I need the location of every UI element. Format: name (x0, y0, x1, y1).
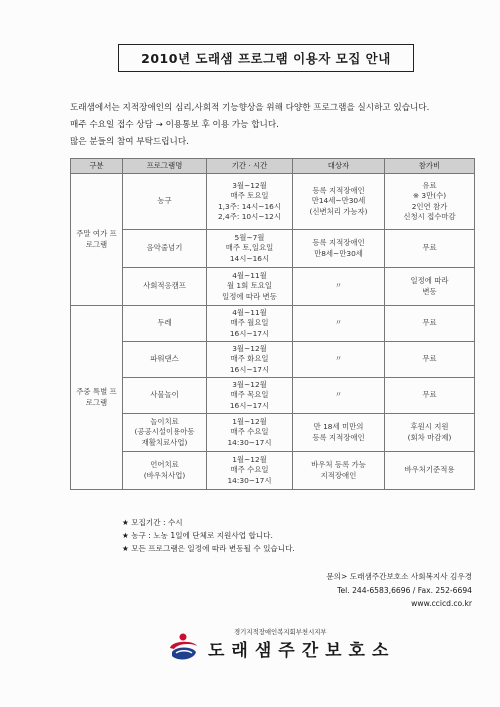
group-label: 주중 특별 프로그램 (76, 387, 117, 407)
period-line: 4월~11월 (232, 307, 267, 317)
table-row (71, 414, 475, 452)
period-line: 1,3주: 14시~16시 (217, 201, 281, 211)
target-line: 〃 (334, 318, 343, 328)
period-line: 16시~17시 (229, 400, 270, 410)
period-cell (207, 378, 293, 414)
period-line: 3월~12월 (232, 379, 267, 389)
program-name-text: 사회적응캠프 (143, 281, 186, 291)
period-line: 14:30~17시 (227, 437, 272, 447)
program-name-line: (바우처사업) (143, 470, 186, 480)
program-name-text: 농구 (157, 196, 172, 206)
target-line: 〃 (334, 281, 343, 291)
target-line: 등록 지적장애인 (312, 432, 365, 442)
program-name-line: 재활치료사업) (141, 437, 188, 447)
table-header-row (71, 159, 475, 174)
fee-cell (385, 306, 475, 342)
period-line: 월 1회 토요일 (226, 281, 273, 291)
program-table (70, 158, 475, 490)
target-cell (293, 306, 385, 342)
period-cell (207, 452, 293, 490)
fee-cell (385, 230, 475, 268)
fee-cell (385, 452, 475, 490)
program-name-text: 두레 (157, 318, 172, 328)
period-line: 매주 화요일 (230, 354, 269, 364)
program-name-line: (공공시설이용아동 (134, 427, 195, 437)
target-cell (293, 230, 385, 268)
program-name (123, 452, 207, 490)
period-line: 5월~7월 (234, 232, 265, 242)
target-line: 등록 지적장애인 (312, 185, 365, 195)
target-cell (293, 268, 385, 306)
table-row (71, 306, 475, 342)
program-name (123, 414, 207, 452)
intro-line: 많은 분들의 참여 부탁드립니다. (70, 137, 189, 147)
fee-line: 일정에 따라 (410, 276, 449, 285)
fee-cell (385, 342, 475, 378)
program-name (123, 268, 207, 306)
fee-line: 무료 (422, 243, 437, 253)
table-row (71, 230, 475, 268)
header-category: 구분 (71, 159, 123, 174)
table-row (71, 378, 475, 414)
fee-line: 무료 (422, 390, 437, 400)
target-cell (293, 174, 385, 230)
organization-logo-icon (166, 632, 202, 664)
period-line: 14:30~17시 (227, 475, 272, 485)
period-line: 4월~11월 (232, 270, 267, 280)
fee-line: 무료 (422, 354, 437, 364)
target-line: 만 18세 미만의 (313, 422, 364, 431)
intro-paragraph (70, 100, 480, 151)
target-cell (293, 452, 385, 490)
program-name-line: 언어치료 (150, 460, 179, 469)
group-cell (71, 174, 123, 306)
target-line: 〃 (334, 354, 343, 364)
header-fee: 참가비 (385, 159, 475, 174)
target-cell (293, 378, 385, 414)
program-name (123, 174, 207, 230)
contact-info (326, 570, 472, 611)
period-line: 매주 토,일요일 (225, 243, 274, 253)
period-line: 일정에 따라 변동 (222, 291, 277, 301)
period-cell (207, 230, 293, 268)
period-line: 매주 월요일 (230, 318, 269, 328)
fee-cell (385, 268, 475, 306)
header-period: 기간 · 시간 (207, 159, 293, 174)
organization-name: 도래샘주간보호소 (208, 641, 396, 661)
target-line: 만14세~만30세 (311, 196, 366, 206)
target-line: (신변처리 가능자) (309, 206, 368, 216)
program-name-text: 사물놀이 (150, 390, 179, 400)
period-cell (207, 342, 293, 378)
intro-line: 매주 수요일 접수 상담 → 이용통보 후 이용 가능 합니다. (70, 120, 279, 130)
contact-phone: Tel. 244-6583,6696 / Fax. 252-6694 (337, 585, 472, 595)
period-line: 2,4주: 10시~12시 (217, 212, 281, 221)
table-row (71, 452, 475, 490)
fee-line: 무료 (422, 318, 437, 328)
intro-line: 도래샘에서는 지적장애인의 심리,사회적 기능향상을 위해 다양한 프로그램을 실시하고 있습니다. (70, 103, 430, 113)
fee-line: ※ 3만(수) (412, 191, 447, 200)
fee-cell (385, 378, 475, 414)
period-line: 매주 수요일 (230, 465, 269, 475)
program-name (123, 230, 207, 268)
target-line: 바우처 등록 가능 (311, 460, 366, 469)
period-line: 14시~16시 (229, 253, 270, 263)
table-row (71, 174, 475, 230)
page-title (118, 44, 414, 72)
fee-line: 후원시 지원 (410, 422, 449, 431)
program-name (123, 342, 207, 378)
target-line: 만8세~만30세 (314, 248, 363, 258)
period-line: 1월~12월 (232, 454, 267, 464)
note-item: ★ 모집기간 : 수시 (122, 518, 183, 527)
header-target: 대상자 (293, 159, 385, 174)
note-item: ★ 농구 : 노농 1일에 단체로 지원사업 합니다. (122, 531, 273, 540)
period-cell (207, 306, 293, 342)
group-cell (71, 306, 123, 490)
period-line: 매주 목요일 (230, 390, 269, 400)
target-line: 등록 지적장애인 (312, 238, 365, 247)
header-program: 프로그램명 (123, 159, 207, 174)
program-name-text: 파워댄스 (150, 354, 179, 364)
footer-subtitle: 경기지적장애인복지회부천시지부 (234, 628, 327, 636)
target-cell (293, 414, 385, 452)
fee-line: 변동 (422, 286, 437, 296)
period-cell (207, 174, 293, 230)
program-name (123, 378, 207, 414)
contact-line: 문의> 도래샘주간보호소 사회복지사 김우경 (326, 572, 472, 581)
group-label: 주말 여가 프로그램 (76, 229, 117, 249)
target-line: 〃 (334, 390, 343, 400)
program-name-line: 놀이치료 (150, 416, 179, 426)
contact-website-link[interactable]: www.ccicd.co.kr (411, 599, 472, 608)
note-item: ★ 모든 프로그램은 일정에 따라 변동될 수 있습니다. (122, 544, 295, 553)
period-line: 매주 수요일 (230, 427, 269, 437)
notes-list (122, 516, 295, 555)
period-line: 3월~12월 (232, 180, 267, 190)
fee-line: 유료 (422, 180, 437, 190)
period-line: 매주 토요일 (230, 191, 269, 200)
program-name (123, 306, 207, 342)
period-line: 16시~17시 (229, 364, 270, 374)
page-title-text: 2010년 도래샘 프로그램 이용자 모집 안내 (141, 51, 391, 66)
fee-line: 신청시 접수마감 (403, 212, 456, 221)
period-line: 1월~12월 (232, 416, 267, 426)
period-cell (207, 268, 293, 306)
fee-line: (회차 마감제) (407, 432, 452, 442)
fee-cell (385, 414, 475, 452)
fee-line: 바우처기준적용 (404, 465, 455, 475)
table-row (71, 342, 475, 378)
target-line: 지적장애인 (320, 470, 357, 480)
table-row (71, 268, 475, 306)
fee-cell (385, 174, 475, 230)
target-cell (293, 342, 385, 378)
fee-line: 2인연 참가 (411, 201, 448, 211)
period-line: 3월~12월 (232, 343, 267, 353)
program-name-text: 음악줄넘기 (146, 243, 183, 253)
period-cell (207, 414, 293, 452)
period-line: 16시~17시 (229, 328, 270, 338)
